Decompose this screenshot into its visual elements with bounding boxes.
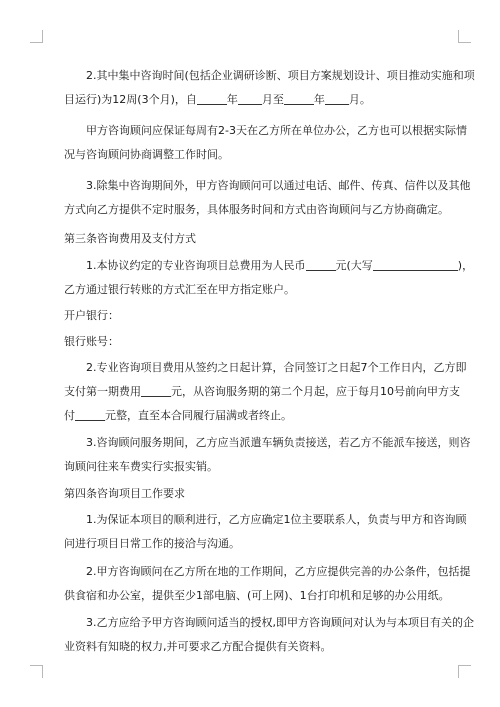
blank-first-payment xyxy=(141,383,171,397)
payment-para-line-2: 支付第一期费用 元，从咨询服务期的第二个月起，应于每月10号前向甲方支 xyxy=(64,385,460,398)
req-3-line-1: 3.乙方应给予甲方咨询顾问适当的授权,即甲方咨询顾问对认为与本项目有关的企 xyxy=(86,616,474,629)
crop-mark-bottom-left xyxy=(30,665,43,678)
payment-para-line-3: 付 元整，直至本合同履行届满或者终止。 xyxy=(64,409,292,422)
req-1-line-2: 问进行项目日常工作的接洽与沟通。 xyxy=(64,537,240,550)
req-1-line-1: 1.为保证本项目的顺利进行，乙方应确定1位主要联系人，负责与甲方和咨询顾 xyxy=(86,513,467,526)
blank-end-month xyxy=(325,91,349,105)
req-2-line-1: 2.甲方咨询顾问在乙方所在地的工作期间，乙方应提供完善的办公条件，包括提 xyxy=(86,565,471,578)
office-para-line-1: 甲方咨询顾问应保证每周有2-3天在乙方所在单位办公，乙方也可以根据实际情 xyxy=(86,124,467,137)
req-2-line-2: 供食宿和办公室，提供至少1部电脑、(可上网)、1台打印机和足够的办公用纸。 xyxy=(64,589,450,602)
bank-account-label: 银行账号： xyxy=(64,335,119,348)
fee-para-line-1: 1.本协议约定的专业咨询项目总费用为人民币 元(大写 )， xyxy=(86,259,474,272)
fee-para-line-2: 乙方通过银行转账的方式汇至在甲方指定账户。 xyxy=(64,283,295,296)
req-3-line-2: 业资料有知晓的权力,并可要求乙方配合提供有关资料。 xyxy=(64,640,332,653)
para-2-line-2: 目运行)为12周(3个月)，自 年 月至 年 月。 xyxy=(64,93,371,106)
blank-end-year xyxy=(284,91,314,105)
section-heading-fees: 第三条咨询费用及支付方式 xyxy=(64,232,196,245)
crop-mark-top-left xyxy=(30,30,43,43)
transport-para-line-2: 询顾问往来车费实行实报实销。 xyxy=(64,460,218,473)
office-para-line-2: 况与咨询顾问协商调整工作时间。 xyxy=(64,148,229,161)
blank-total-fee xyxy=(306,257,336,271)
bank-name-label: 开户银行： xyxy=(64,309,119,322)
crop-mark-bottom-right xyxy=(458,665,471,678)
blank-fee-in-words xyxy=(373,257,458,271)
blank-monthly-payment xyxy=(75,407,105,421)
para-2-line-1: 2.其中集中咨询时间(包括企业调研诊断、项目方案规划设计、项目推动实施和项 xyxy=(86,69,475,82)
transport-para-line-1: 3.咨询顾问服务期间，乙方应当派遣车辆负责接送，若乙方不能派车接送，则咨 xyxy=(86,436,471,449)
payment-para-line-1: 2.专业咨询项目费用从签约之日起计算，合同签订之日起7个工作日内，乙方即 xyxy=(86,361,467,374)
para-3-line-1: 3.除集中咨询期间外，甲方咨询顾问可以通过电话、邮件、传真、信件以及其他 xyxy=(86,179,471,192)
section-heading-requirements: 第四条咨询项目工作要求 xyxy=(64,487,185,500)
para-3-line-2: 方式向乙方提供不定时服务，具体服务时间和方式由咨询顾问与乙方协商确定。 xyxy=(64,203,449,216)
blank-start-year xyxy=(197,91,227,105)
blank-start-month xyxy=(238,91,262,105)
crop-mark-top-right xyxy=(458,30,471,43)
